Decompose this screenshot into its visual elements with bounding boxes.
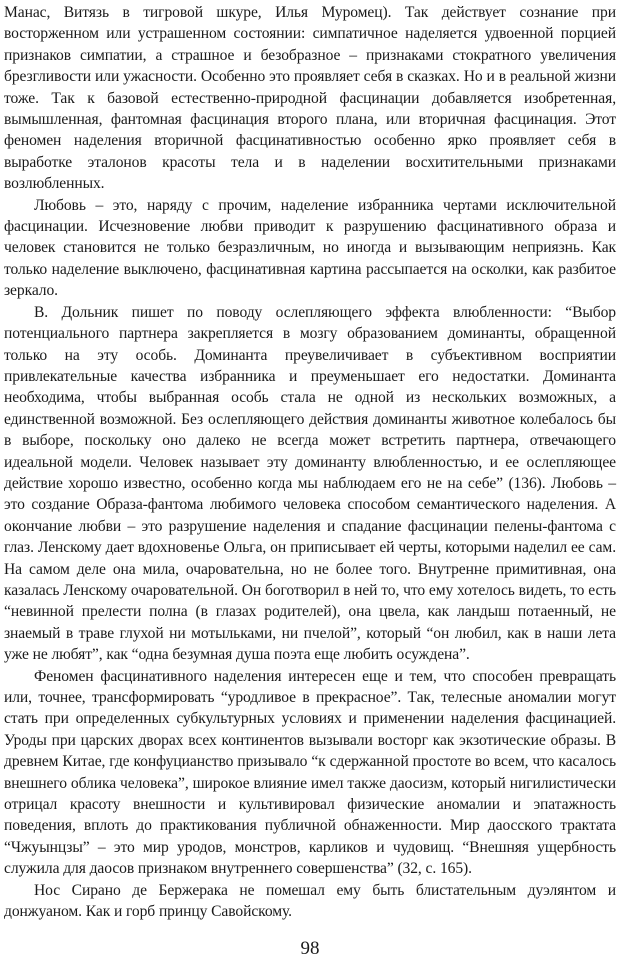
paragraph-4: Феномен фасцинативного наделения интересен еще и тем, что способен превращать или, точнее, трансформировать “уродливое в прекрасное”. Так, телесные аномалии могут стать при определенных субкультурных условиях и применении наделения фасцинацией. Уроды при царских дворах всех континентов вызывали восторг как экзотические образы. В древнем Китае, где конфуцианство призывало “к сдержанной простоте во всем, что касалось внешнего облика человека”, широкое влияние имел также даосизм, который нигилистически отрицал красоту внешности и культивировал физические аномалии и эпатажность поведения, вплоть до практикования публичной обнаженности. Мир даосского трактата “Чжуынцзы” – это мир уродов, монстров, карликов и чудовищ. “Внешняя ущербность служила для даосов признаком внутреннего совершенства” (32, с. 165). [4, 667, 616, 878]
page-number: 98 [300, 938, 320, 959]
paragraph-2: Любовь – это, наряду с прочим, наделение избранника чертами исключительной фасцинации. Исчезновение любви приводит к разрушению фасцинативного образа и человек становится не только безразличным, но иногда и вызывающим неприязнь. Как только наделение выключено, фасцинативная картина рассыпается на осколки, как разбитое зеркало. [4, 196, 616, 300]
paragraph-3: В. Дольник пишет по поводу ослепляющего эффекта влюбленности: “Выбор потенциального партнера закрепляется в мозгу образованием доминанты, обращенной только на эту особь. Доминанта преувеличивает в субъективном восприятии привлекательные качества избранника и преуменьшает его недостатки. Доминанта необходима, чтобы выбранная особь стала не одной из нескольких возможных, а единственной возможной. Без ослепляющего действия доминанты животное колебалось бы в выборе, поскольку оно далеко не всегда может встретить партнера, отвечающего идеальной модели. Человек называет эту доминанту влюбленностью, и ее ослепляющее действие хорошо известно, особенно когда мы наблюдаем его не на себе” (136). Любовь – это создание Образа-фантома любимого человека способом семантического наделения. А окончание любви – это разрушение наделения и спадание фасцинации пелены-фантома с глаз. Ленскому дает вдохновенье Ольга, он приписывает ей черты, которыми наделил ее сам. На самом деле она мила, очаровательна, но не более того. Внутренне примитивная, она казалась Ленскому очаровательной. Он боготворил в ней то, что ему хотелось видеть, то есть “невинной прелести полна (в глазах родителей), она цвела, как ландыш потаенный, не знаемый в траве глухой ни мотыльками, ни пчелой”, который “он любил, как в наши лета уже не любят”, как “одна безумная душа поэта еще любить осуждена”. [4, 303, 616, 664]
paragraph-5: Нос Сирано де Бержерака не помешал ему быть блистательным дуэлянтом и донжуаном. Как и горб принцу Савойскому. [4, 881, 616, 921]
body-text [4, 2, 616, 922]
paragraph-1: Манас, Витязь в тигровой шкуре, Илья Муромец). Так действует сознание при восторженном или устрашенном состоянии: симпатичное наделяется удвоенной порцией признаков симпатии, а страшное и безобразное – признаками стократного увеличения брезгливости или ужасности. Особенно это проявляет себя в сказках. Но и в реальной жизни тоже. Так к базовой естественно-природной фасцинации добавляется изобретенная, вымышленная, фантомная фасцинация второго плана, или вторичная фасцинация. Этот феномен наделения вторичной фасцинативностью особенно ярко проявляет себя в выработке эталонов красоты тела и в наделении восхитительными признаками возлюбленных. [4, 4, 616, 193]
